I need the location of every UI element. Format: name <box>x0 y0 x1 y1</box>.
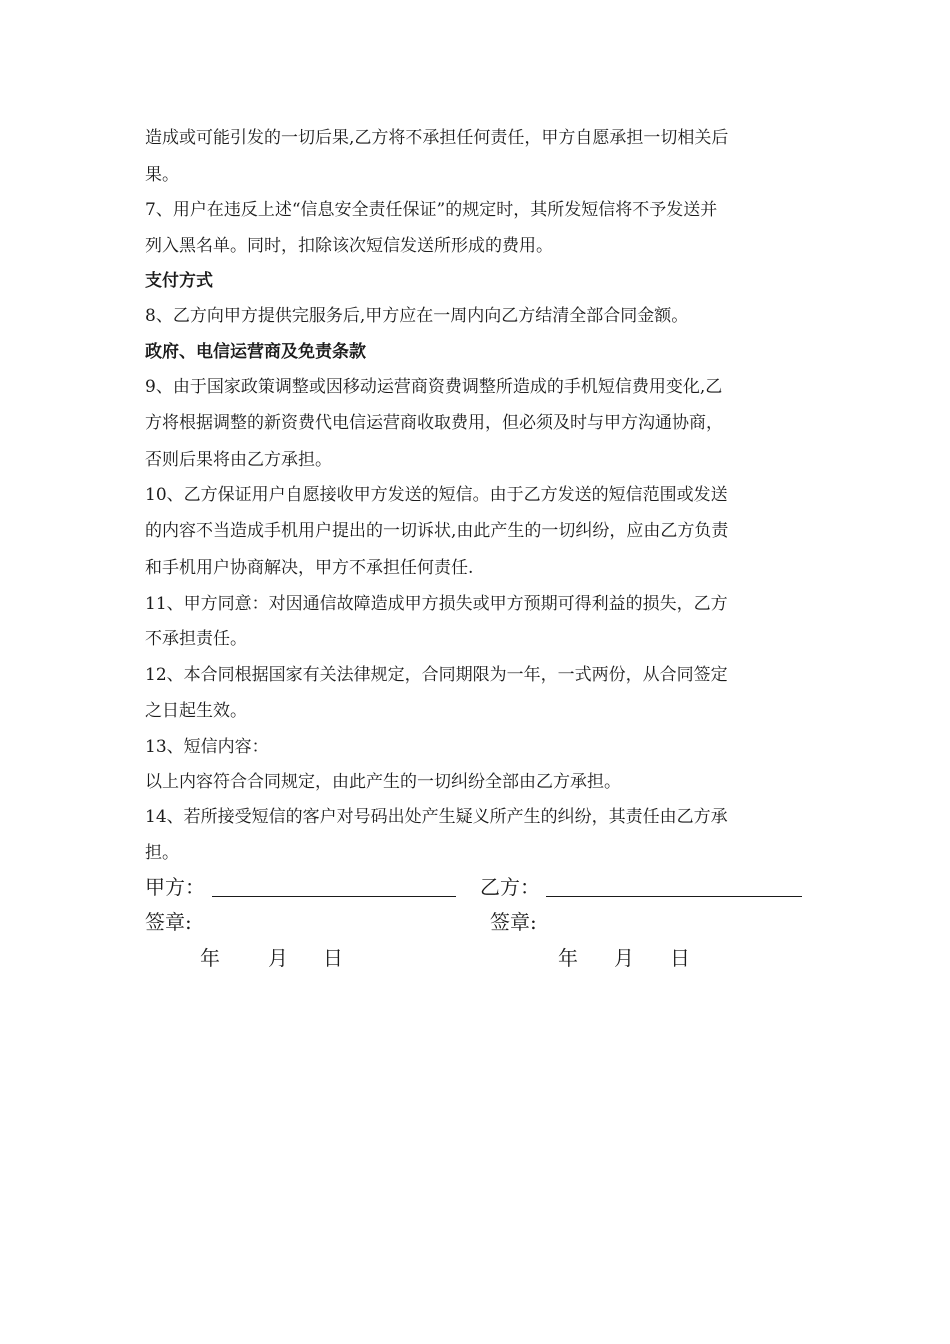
body-line: 担。 <box>145 843 179 863</box>
clause-11: 11、甲方同意：对因通信故障造成甲方损失或甲方预期可得利益的损失，乙方 <box>145 594 728 614</box>
clause-13: 13、短信内容： <box>145 737 269 757</box>
party-a-signature-line <box>212 896 456 897</box>
section-heading-disclaimer: 政府、电信运营商及免责条款 <box>145 342 366 362</box>
party-a-seal-label: 签章: <box>145 910 192 934</box>
party-b-signature-line <box>546 896 802 897</box>
party-b-label: 乙方： <box>480 875 540 899</box>
party-a-day: 日 <box>323 946 343 970</box>
body-line: 果。 <box>145 165 179 185</box>
party-a-month: 月 <box>268 946 288 970</box>
body-line: 否则后果将由乙方承担。 <box>145 450 332 470</box>
party-a-year: 年 <box>200 946 220 970</box>
party-a-label: 甲方： <box>145 875 205 899</box>
clause-9: 9、由于国家政策调整或因移动运营商资费调整所造成的手机短信费用变化,乙 <box>145 377 723 397</box>
clause-14: 14、若所接受短信的客户对号码出处产生疑义所产生的纠纷，其责任由乙方承 <box>145 807 728 827</box>
body-line: 的内容不当造成手机用户提出的一切诉状,由此产生的一切纠纷，应由乙方负责 <box>145 521 729 541</box>
clause-10: 10、乙方保证用户自愿接收甲方发送的短信。由于乙方发送的短信范围或发送 <box>145 485 728 505</box>
body-line: 之日起生效。 <box>145 701 247 721</box>
clause-8: 8、乙方向甲方提供完服务后,甲方应在一周内向乙方结清全部合同金额。 <box>145 306 689 326</box>
party-b-year: 年 <box>558 946 578 970</box>
body-line: 列入黑名单。同时，扣除该次短信发送所形成的费用。 <box>145 236 553 256</box>
body-line: 造成或可能引发的一切后果,乙方将不承担任何责任，甲方自愿承担一切相关后 <box>145 128 729 148</box>
party-b-seal-label: 签章: <box>490 910 537 934</box>
body-line: 方将根据调整的新资费代电信运营商收取费用，但必须及时与甲方沟通协商， <box>145 413 723 433</box>
body-line: 以上内容符合合同规定，由此产生的一切纠纷全部由乙方承担。 <box>145 772 621 792</box>
section-heading-payment: 支付方式 <box>145 271 213 291</box>
party-b-day: 日 <box>670 946 690 970</box>
clause-7: 7、用户在违反上述“信息安全责任保证”的规定时，其所发短信将不予发送并 <box>145 200 718 220</box>
clause-12: 12、本合同根据国家有关法律规定，合同期限为一年，一式两份，从合同签定 <box>145 665 728 685</box>
body-line: 不承担责任。 <box>145 629 247 649</box>
party-b-month: 月 <box>614 946 634 970</box>
body-line: 和手机用户协商解决，甲方不承担任何责任. <box>145 558 474 578</box>
